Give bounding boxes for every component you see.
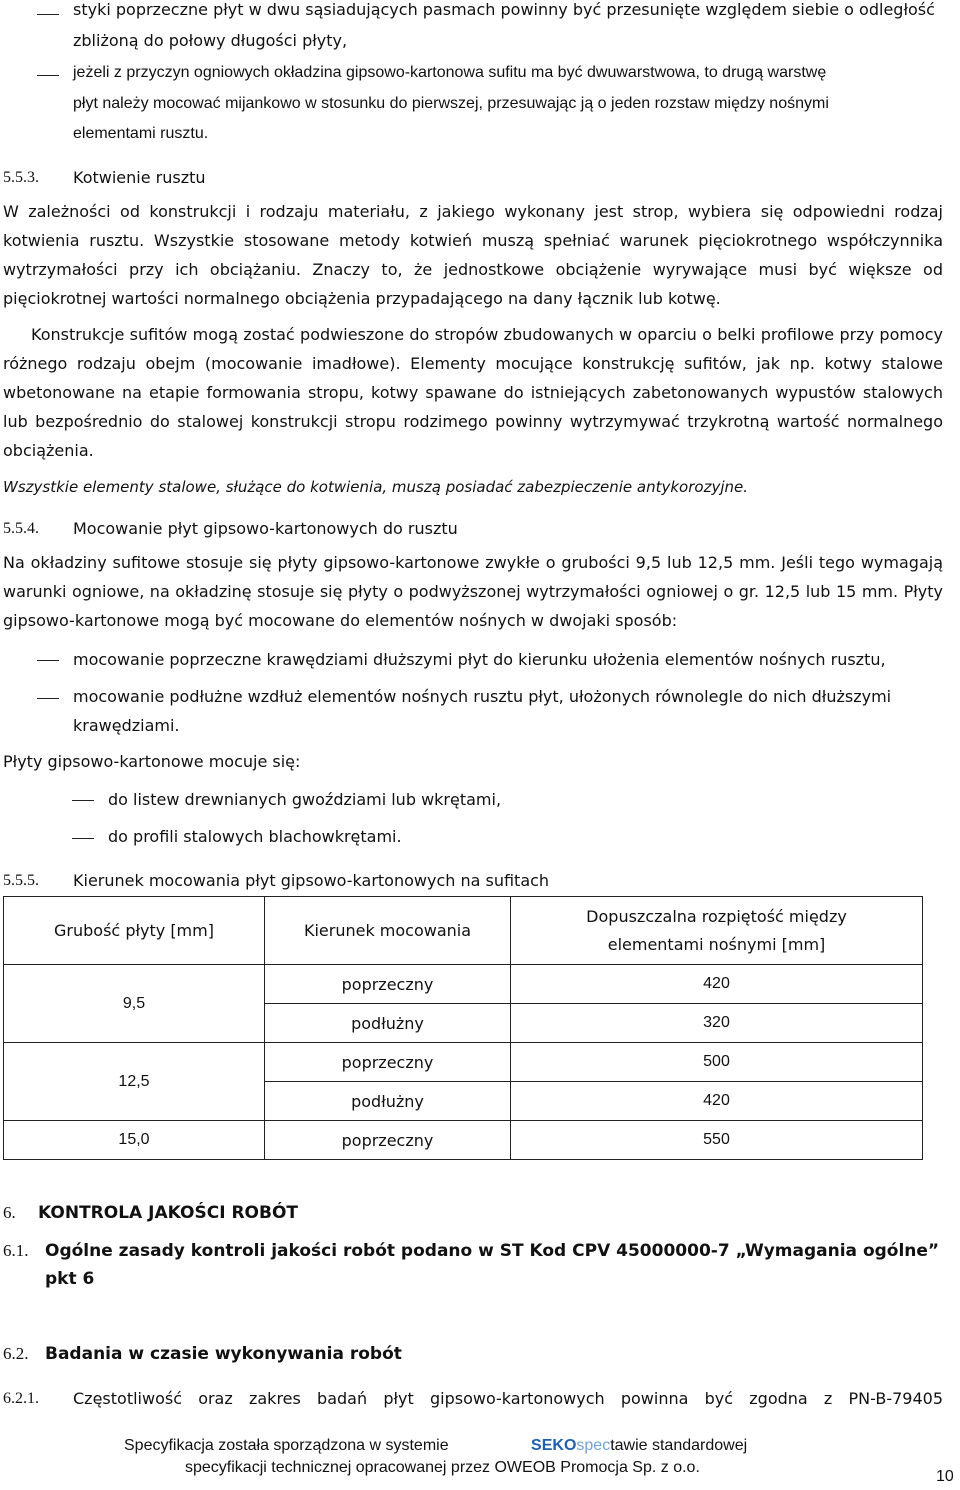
dash-icon bbox=[37, 75, 59, 76]
footer-text: tawie standardowej bbox=[610, 1437, 748, 1454]
footer-line bbox=[124, 1437, 747, 1455]
bullet-text: do listew drewnianych gwoździami lub wkrętami, bbox=[108, 790, 502, 809]
span-table bbox=[3, 896, 923, 1160]
header-cell: Dopuszczalna rozpiętość między elementami nośnymi [mm] bbox=[511, 897, 923, 965]
bullet-text: krawędziami. bbox=[73, 716, 180, 735]
paragraph: Płyty gipsowo-kartonowe mocuje się: bbox=[3, 752, 301, 771]
span-cell: 320 bbox=[511, 1004, 923, 1043]
section-title: KONTROLA JAKOŚCI ROBÓT bbox=[38, 1203, 298, 1223]
italic-note: Wszystkie elementy stalowe, służące do kotwienia, muszą posiadać zabezpieczenie antykorozyjne. bbox=[3, 478, 749, 496]
table-row bbox=[4, 965, 923, 1004]
direction-cell: podłużny bbox=[265, 1082, 511, 1121]
section-title: Mocowanie płyt gipsowo-kartonowych do rusztu bbox=[73, 519, 458, 538]
table-row bbox=[4, 1121, 923, 1160]
footer-text: Specyfikacja została sporządzona w systemie bbox=[124, 1437, 449, 1454]
section-title: Kierunek mocowania płyt gipsowo-kartonowych na sufitach bbox=[73, 871, 550, 890]
bullet-text: styki poprzeczne płyt w dwu sąsiadujących pasmach powinny być przesunięte względem siebie o odległość bbox=[73, 0, 935, 19]
section-number: 6.2.1. bbox=[3, 1390, 39, 1407]
footer-line: specyfikacji technicznej opracowanej przez OWEOB Promocja Sp. z o.o. bbox=[185, 1459, 700, 1476]
bullet-text: jeżeli z przyczyn ogniowych okładzina gipsowo-kartonowa sufitu ma być dwuwarstwowa, to drugą warstwę bbox=[73, 64, 827, 81]
table-header-row bbox=[4, 897, 923, 965]
dash-icon bbox=[72, 838, 94, 839]
section-number: 6. bbox=[3, 1203, 16, 1222]
header-cell: Kierunek mocowania bbox=[265, 897, 511, 965]
section-number: 6.2. bbox=[3, 1344, 29, 1363]
span-cell: 420 bbox=[511, 965, 923, 1004]
paragraph: W zależności od konstrukcji i rodzaju materiału, z jakiego wykonany jest strop, wybiera się odpowiedni rodzaj kotwienia rusztu. Wszystkie stosowane metody kotwień muszą spełniać warunek pięciokrotnego współczynnika wytrzymałości przy ich obciążaniu. Znaczy to, że jednostkowe obciążenie wyrywające musi być większe od pięciokrotnej wartości normalnego obciążenia przypadającego na dany łącznik lub kotwę. bbox=[3, 202, 943, 308]
bullet-text: elementami rusztu. bbox=[73, 125, 209, 142]
section-title: Ogólne zasady kontroli jakości robót podano w ST Kod CPV 45000000-7 „Wymagania ogólne” bbox=[45, 1241, 940, 1261]
paragraph: Na okładziny sufitowe stosuje się płyty gipsowo-kartonowe zwykłe o grubości 9,5 lub 12,5 mm. Jeśli tego wymagają warunki ogniowe, na okładzinę stosuje się płyty o podwyższonej wytrzymałości ogniowej o gr. 12,5 lub 15 mm. Płyty gipsowo-kartonowe mogą być mocowane do elementów nośnych w dwojaki sposób: bbox=[3, 553, 943, 630]
brand-seko: SEKO bbox=[531, 1437, 577, 1454]
span-cell: 420 bbox=[511, 1082, 923, 1121]
paragraph: Konstrukcje sufitów mogą zostać podwieszone do stropów zbudowanych w oparciu o belki profilowe przy pomocy różnego rodzaju obejm (mocowanie imadłowe). Elementy mocujące konstrukcję sufitów, jak np. kotwy stalowe wbetonowane na etapie formowania stropu, kotwy spawane do istniejących zabetonowanych wypustów stalowych lub bezpośrednio do stalowej konstrukcji stropu rodzimego powinny wytrzymywać trzykrotną wartość normalnego obciążenia. bbox=[3, 325, 943, 460]
brand-spec: spec bbox=[576, 1437, 611, 1454]
bullet-text: do profili stalowych blachowkrętami. bbox=[108, 827, 402, 846]
direction-cell: poprzeczny bbox=[265, 965, 511, 1004]
header-cell: Grubość płyty [mm] bbox=[4, 897, 265, 965]
section-number: 6.1. bbox=[3, 1241, 29, 1260]
bullet-text: mocowanie podłużne wzdłuż elementów nośnych rusztu płyt, ułożonych równolegle do nich dłuższymi bbox=[73, 687, 892, 706]
span-cell: 500 bbox=[511, 1043, 923, 1082]
direction-cell: poprzeczny bbox=[265, 1121, 511, 1160]
bullet-text: mocowanie poprzeczne krawędziami dłuższymi płyt do kierunku ułożenia elementów nośnych rusztu, bbox=[73, 650, 886, 669]
section-number: 5.5.3. bbox=[3, 169, 39, 186]
thickness-cell: 12,5 bbox=[4, 1043, 265, 1121]
thickness-cell: 15,0 bbox=[4, 1121, 265, 1160]
section-number: 5.5.4. bbox=[3, 520, 39, 537]
section-number: 5.5.5. bbox=[3, 872, 39, 889]
direction-cell: podłużny bbox=[265, 1004, 511, 1043]
direction-cell: poprzeczny bbox=[265, 1043, 511, 1082]
dash-icon bbox=[37, 698, 59, 699]
table-row bbox=[4, 1043, 923, 1082]
dash-icon bbox=[37, 14, 59, 15]
section-title: Badania w czasie wykonywania robót bbox=[45, 1344, 402, 1364]
bullet-text: zbliżoną do połowy długości płyty, bbox=[73, 31, 348, 50]
paragraph: Częstotliwość oraz zakres badań płyt gipsowo-kartonowych powinna być zgodna z PN-B-79405 bbox=[73, 1389, 943, 1408]
section-title: Kotwienie rusztu bbox=[73, 168, 206, 187]
span-cell: 550 bbox=[511, 1121, 923, 1160]
section-title: pkt 6 bbox=[45, 1269, 95, 1289]
thickness-cell: 9,5 bbox=[4, 965, 265, 1043]
dash-icon bbox=[72, 800, 94, 801]
bullet-text: płyt należy mocować mijankowo w stosunku do pierwszej, przesuwając ją o jeden rozstaw między nośnymi bbox=[73, 95, 829, 112]
page-number: 10 bbox=[936, 1468, 954, 1485]
dash-icon bbox=[37, 660, 59, 661]
